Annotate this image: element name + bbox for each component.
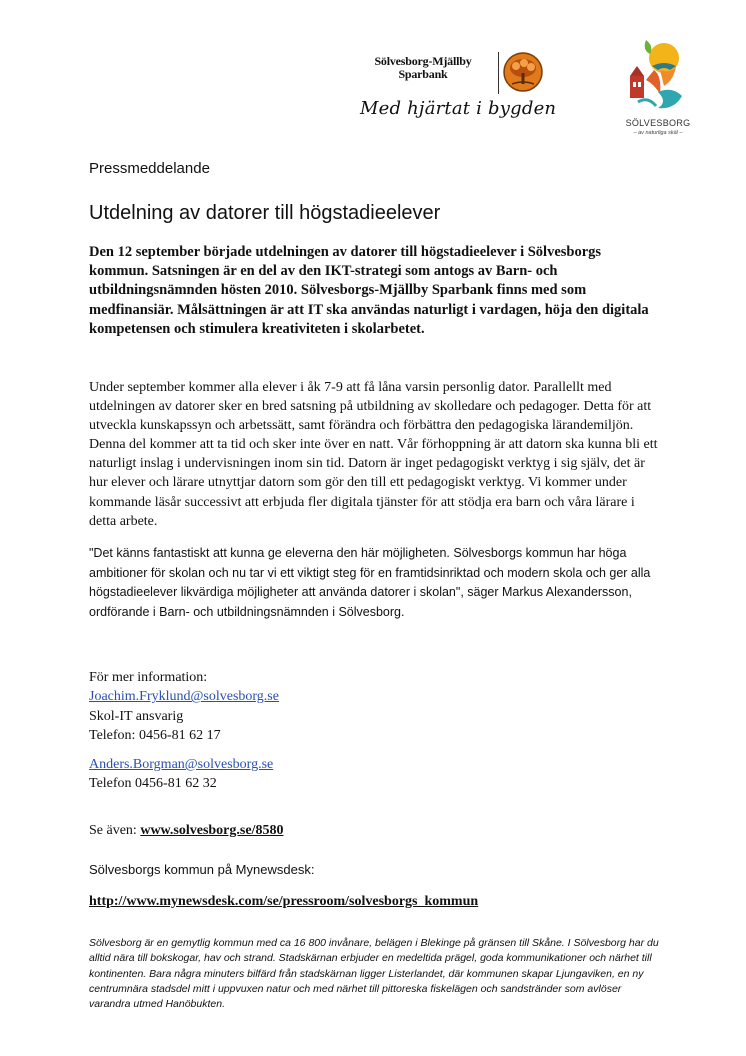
contact-phone: Telefon 0456-81 62 32 bbox=[89, 776, 217, 792]
lead-paragraph: Den 12 september började utdelningen av datorer till högstadieelever i Sölvesborgs kommun. Satsningen är en del av den IKT-strategi som antogs av Barn- och utbildningsnämnden hösten 2010. Sölvesborgs-Mjällby Sparbank finns med som medfinansiär. Målsättningen är att IT ska användas naturligt i vardagen, höja den digitala kompetensen och stimulera kreativiteten i skolarbetet. bbox=[89, 244, 649, 337]
body-paragraph: Under september kommer alla elever i åk 7-9 att få låna varsin personlig dator. Parallellt med utdelningen av datorer sker en bred satsning på utbildning av skolledare och pedagoger. Detta för att utveckla kunskapssyn och arbetssätt, samt förändra och förbättra den pedagogiska lärandemiljön. Denna del kommer att ta tid och sker inte över en natt. Vår förhoppning är att datorn ska kunna bli ett naturligt inslag i undervisningen inom sin tid. Datorn är inget pedagogiskt verktyg i sig själv, det är hur elever och lärare utnyttjar datorn som gör den till ett pedagogiskt verktyg. Vi kommer under kommande läsår successivt att erbjuda fler digitala tjänster för att stödja era barn och våra lärare i detta arbete. bbox=[89, 380, 658, 529]
bank-logo-divider bbox=[498, 52, 499, 94]
bank-slogan: Med hjärtat i bygden bbox=[360, 98, 557, 119]
kommun-tagline: – av naturliga skäl – bbox=[633, 130, 683, 136]
page-title: Utdelning av datorer till högstadieelever bbox=[89, 202, 441, 224]
quote-paragraph: "Det känns fantastiskt att kunna ge eleverna den här möjligheten. Sölvesborgs kommun har höga ambitioner för skolan och nu tar vi ett viktigt steg för en framtidsinriktad och modern skola och ger alla högstadieelever likvärdiga möjligheter att använda datorer i skolan", säger Markus Alexandersson, ordförande i Barn- och utbildningsnämnden i Sölvesborg. bbox=[89, 546, 651, 619]
contact-email-link[interactable]: Anders.Borgman@solvesborg.se bbox=[89, 757, 274, 772]
see-also-link[interactable]: www.solvesborg.se/8580 bbox=[140, 823, 284, 838]
bank-name bbox=[358, 55, 488, 81]
bank-name-line1: Sölvesborg-Mjällby bbox=[374, 54, 472, 68]
about-paragraph: Sölvesborg är en gemytlig kommun med ca 16 800 invånare, belägen i Blekinge på gränsen till Skåne. I Sölvesborg har du alltid nära till bokskogar, hav och strand. Stadskärnan erbjuder en medeltida prägel, goda kommunikationer och närhet till kontinenten. Bara några minuters bilfärd från stadskärnan ligger Listerlandet, där kommunen skapar Ljungaviken, en ny centrumnära stadsdel mitt i uppvuxen natur och med närhet till pittoreska fiskelägen och sandstränder som avlöser varandra utmed Hanöbukten. bbox=[89, 937, 659, 1011]
contact-intro: För mer information: bbox=[89, 670, 208, 685]
contact-role: Skol-IT ansvarig bbox=[89, 708, 184, 724]
see-also bbox=[89, 823, 283, 839]
see-also-label: Se även: bbox=[89, 823, 141, 838]
bank-name-line2: Sparbank bbox=[398, 67, 448, 81]
contact-block-2 bbox=[89, 755, 273, 794]
mynewsdesk-link[interactable]: http://www.mynewsdesk.com/se/pressroom/solvesborgs_kommun bbox=[89, 894, 479, 909]
kommun-logo bbox=[612, 36, 704, 140]
bank-logo bbox=[352, 48, 557, 128]
contact-block-1 bbox=[89, 668, 279, 746]
oak-tree-icon bbox=[502, 51, 544, 93]
contact-phone: Telefon: 0456-81 62 17 bbox=[89, 728, 221, 744]
mynewsdesk-label: Sölvesborgs kommun på Mynewsdesk: bbox=[89, 862, 315, 877]
contact-email-link[interactable]: Joachim.Fryklund@solvesborg.se bbox=[89, 689, 279, 705]
kommun-name: SÖLVESBORG bbox=[625, 118, 691, 128]
document-type: Pressmeddelande bbox=[89, 160, 210, 177]
kommun-emblem-icon bbox=[624, 36, 690, 116]
